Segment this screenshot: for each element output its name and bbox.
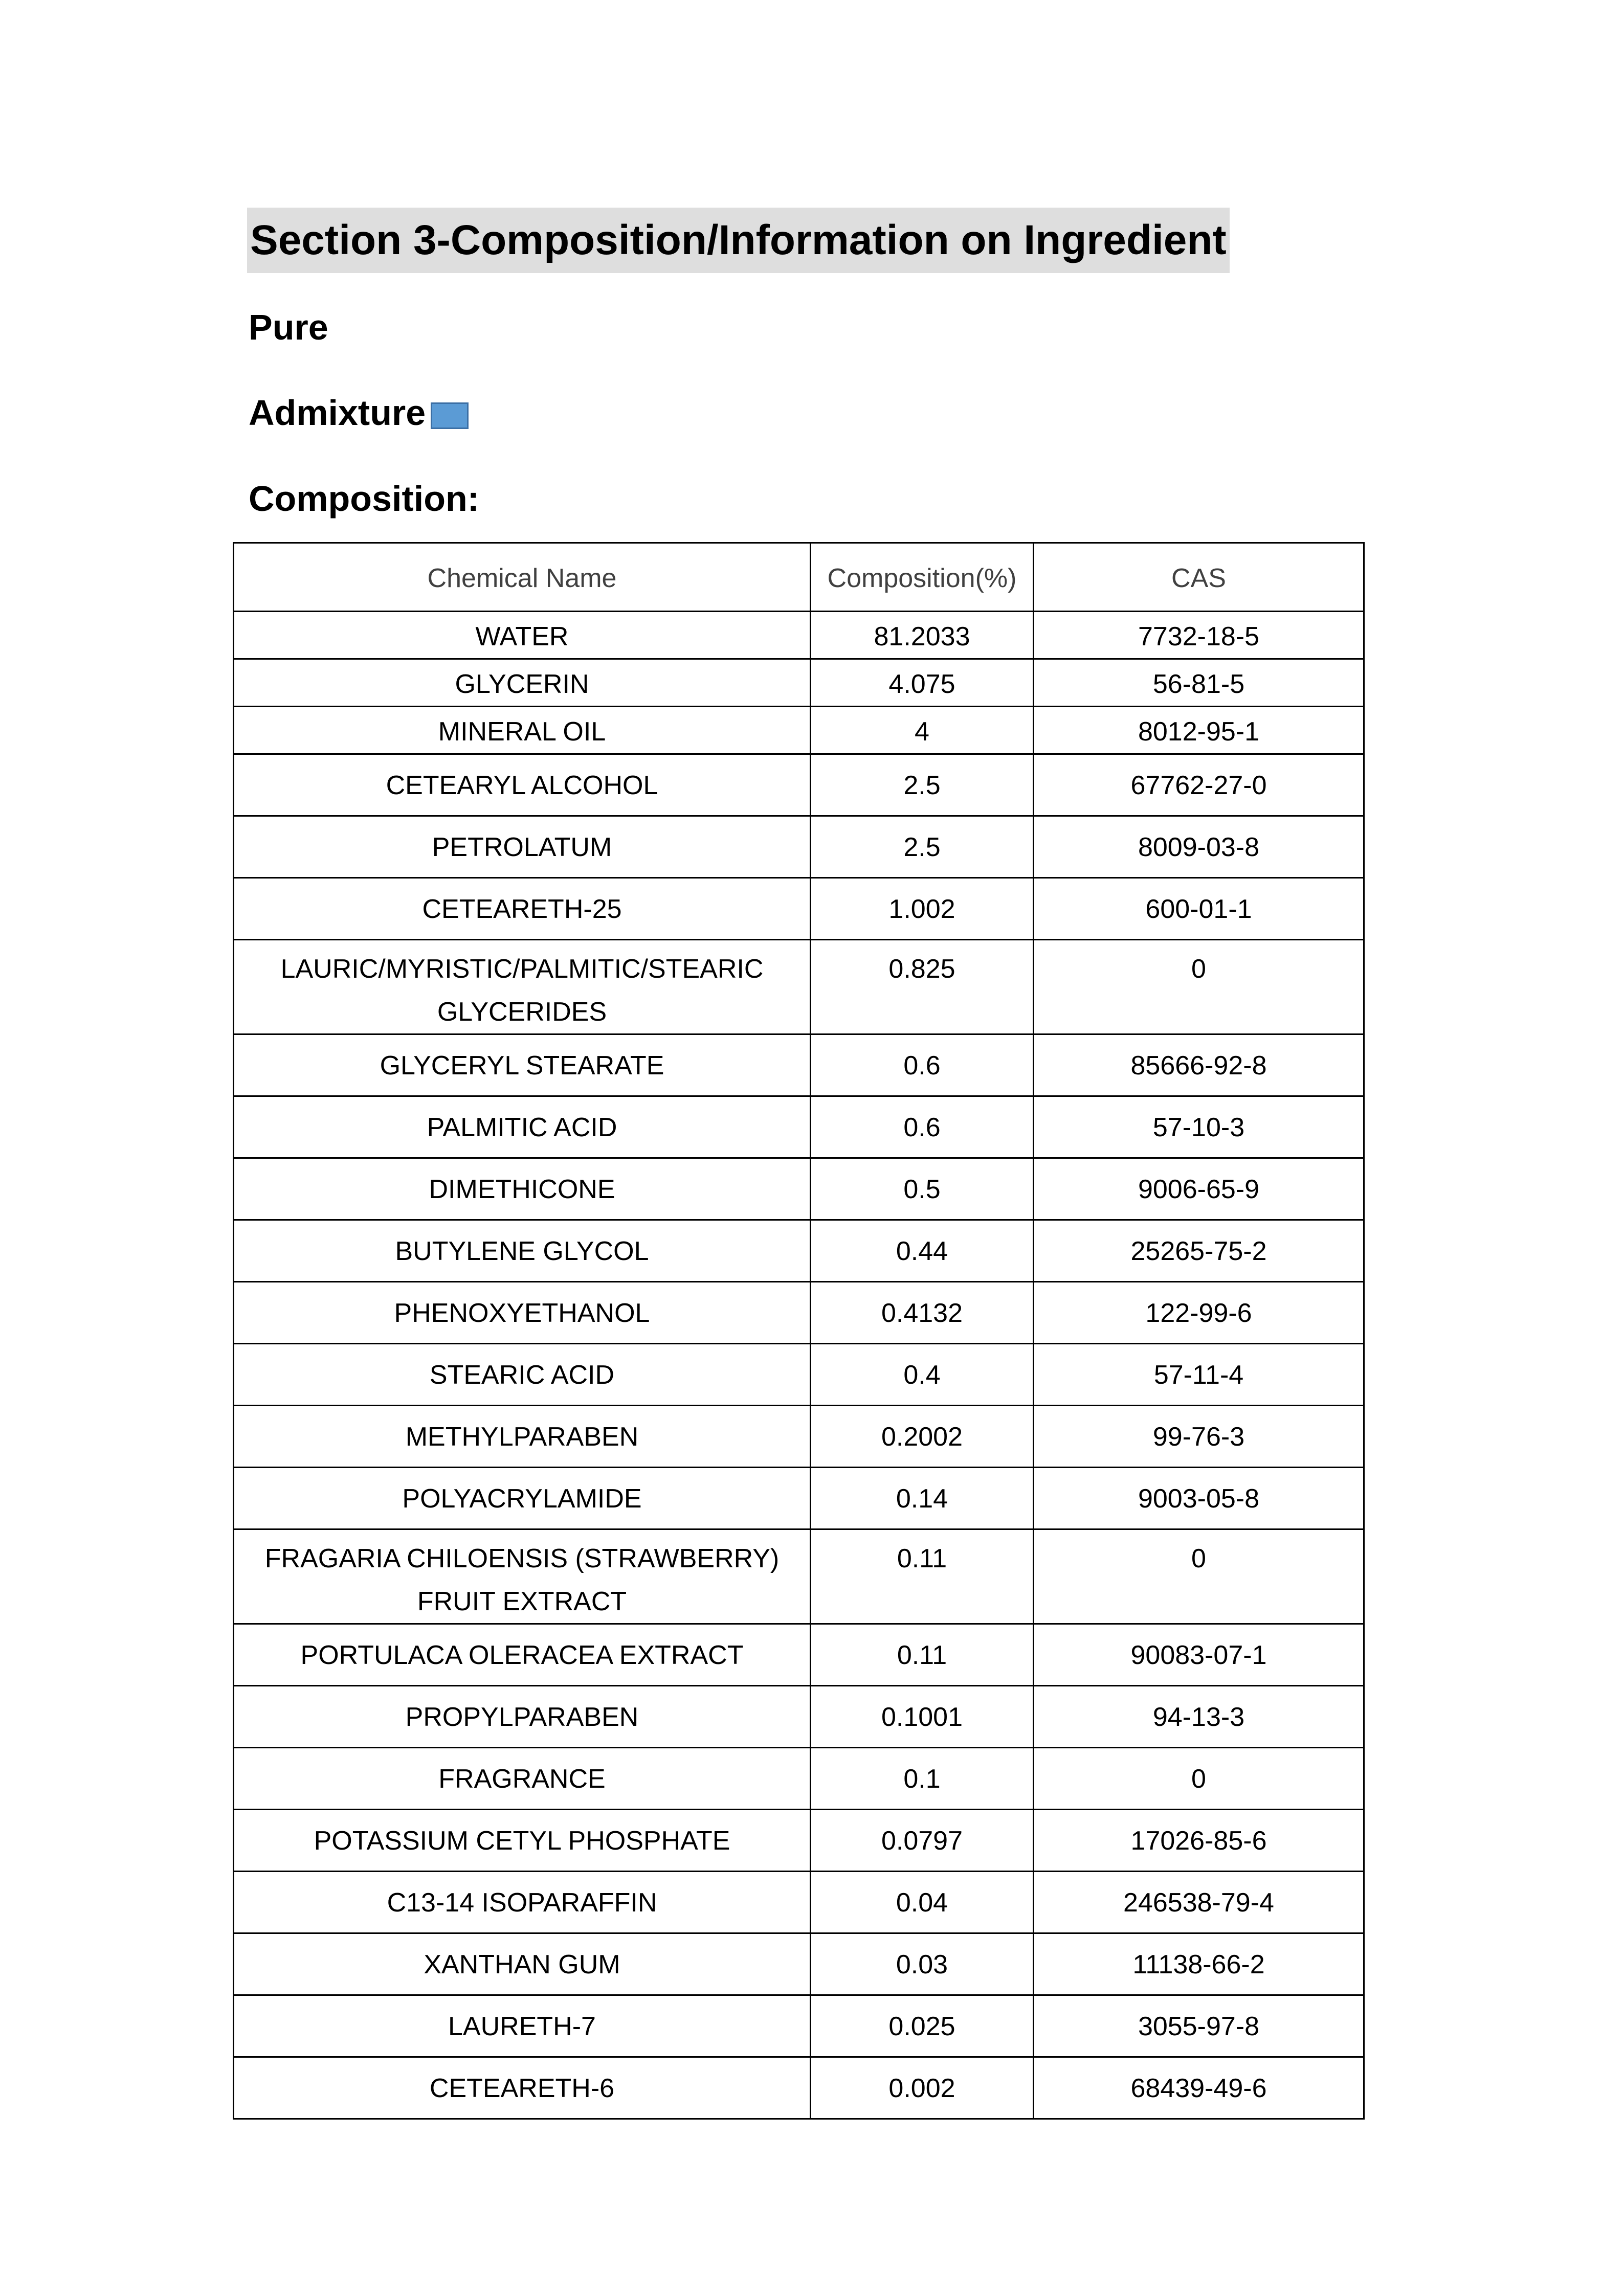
header-cas: CAS [1034, 543, 1364, 612]
table-row [234, 1529, 1364, 1624]
cas-cell: 8009-03-8 [1034, 816, 1364, 878]
table-row [234, 659, 1364, 707]
table-row [234, 878, 1364, 940]
composition-cell: 81.2033 [811, 612, 1034, 659]
table-row [234, 1096, 1364, 1158]
composition-cell: 0.025 [811, 1995, 1034, 2057]
chemical-name-cell: STEARIC ACID [234, 1344, 811, 1406]
cas-cell: 246538-79-4 [1034, 1872, 1364, 1933]
cas-cell: 7732-18-5 [1034, 612, 1364, 659]
cas-cell: 122-99-6 [1034, 1282, 1364, 1344]
chemical-name-cell: PETROLATUM [234, 816, 811, 878]
chemical-name-cell: C13-14 ISOPARAFFIN [234, 1872, 811, 1933]
cas-cell: 57-10-3 [1034, 1096, 1364, 1158]
composition-cell: 0.11 [811, 1624, 1034, 1686]
composition-cell: 0.5 [811, 1158, 1034, 1220]
chemical-name-cell: PROPYLPARABEN [234, 1686, 811, 1748]
composition-cell: 0.4132 [811, 1282, 1034, 1344]
chemical-name-cell: DIMETHICONE [234, 1158, 811, 1220]
composition-cell: 0.04 [811, 1872, 1034, 1933]
chemical-name-cell: XANTHAN GUM [234, 1933, 811, 1995]
chemical-name-cell: MINERAL OIL [234, 707, 811, 754]
admixture-row [249, 390, 469, 436]
composition-cell: 0.11 [811, 1529, 1034, 1624]
composition-cell: 0.002 [811, 2057, 1034, 2119]
chemical-name-cell: CETEARETH-6 [234, 2057, 811, 2119]
cas-cell: 9006-65-9 [1034, 1158, 1364, 1220]
chemical-name-cell: WATER [234, 612, 811, 659]
table-row [234, 1282, 1364, 1344]
chemical-name-cell: PALMITIC ACID [234, 1096, 811, 1158]
cas-cell: 99-76-3 [1034, 1406, 1364, 1468]
composition-cell: 2.5 [811, 754, 1034, 816]
composition-cell: 0.44 [811, 1220, 1034, 1282]
cas-cell: 85666-92-8 [1034, 1034, 1364, 1096]
chemical-name-cell: FRAGARIA CHILOENSIS (STRAWBERRY) FRUIT EXTRACT [234, 1529, 811, 1624]
composition-cell: 1.002 [811, 878, 1034, 940]
composition-table [233, 542, 1365, 2120]
cas-cell: 90083-07-1 [1034, 1624, 1364, 1686]
chemical-name-cell: PHENOXYETHANOL [234, 1282, 811, 1344]
table-row [234, 1995, 1364, 2057]
composition-cell: 0.6 [811, 1096, 1034, 1158]
table-row [234, 707, 1364, 754]
cas-cell: 25265-75-2 [1034, 1220, 1364, 1282]
admixture-label: Admixture [249, 393, 426, 433]
admixture-checkbox[interactable] [431, 402, 469, 429]
cas-cell: 3055-97-8 [1034, 1995, 1364, 2057]
composition-cell: 0.6 [811, 1034, 1034, 1096]
table-row [234, 1748, 1364, 1810]
table-row [234, 1220, 1364, 1282]
chemical-name-cell: LAURETH-7 [234, 1995, 811, 2057]
table-row [234, 1468, 1364, 1529]
header-chemical-name: Chemical Name [234, 543, 811, 612]
pure-label: Pure [249, 307, 328, 347]
section-title: Section 3-Composition/Information on Ingredient [247, 208, 1230, 273]
composition-cell: 0.0797 [811, 1810, 1034, 1872]
table-row [234, 754, 1364, 816]
header-composition: Composition(%) [811, 543, 1034, 612]
composition-cell: 4.075 [811, 659, 1034, 707]
cas-cell: 0 [1034, 1748, 1364, 1810]
composition-cell: 0.03 [811, 1933, 1034, 1995]
table-header-row [234, 543, 1364, 612]
cas-cell: 56-81-5 [1034, 659, 1364, 707]
table-row [234, 612, 1364, 659]
composition-cell: 0.4 [811, 1344, 1034, 1406]
cas-cell: 57-11-4 [1034, 1344, 1364, 1406]
cas-cell: 68439-49-6 [1034, 2057, 1364, 2119]
composition-cell: 4 [811, 707, 1034, 754]
table-row [234, 1872, 1364, 1933]
table-row [234, 1158, 1364, 1220]
composition-cell: 0.1001 [811, 1686, 1034, 1748]
chemical-name-cell: PORTULACA OLERACEA EXTRACT [234, 1624, 811, 1686]
table-row [234, 1933, 1364, 1995]
cas-cell: 9003-05-8 [1034, 1468, 1364, 1529]
chemical-name-cell: CETEARYL ALCOHOL [234, 754, 811, 816]
table-row [234, 940, 1364, 1034]
table-row [234, 1034, 1364, 1096]
composition-cell: 0.2002 [811, 1406, 1034, 1468]
table-row [234, 816, 1364, 878]
cas-cell: 67762-27-0 [1034, 754, 1364, 816]
cas-cell: 0 [1034, 940, 1364, 1034]
chemical-name-cell: BUTYLENE GLYCOL [234, 1220, 811, 1282]
composition-cell: 0.1 [811, 1748, 1034, 1810]
table-row [234, 1344, 1364, 1406]
table-row [234, 1624, 1364, 1686]
cas-cell: 17026-85-6 [1034, 1810, 1364, 1872]
cas-cell: 94-13-3 [1034, 1686, 1364, 1748]
chemical-name-cell: FRAGRANCE [234, 1748, 811, 1810]
chemical-name-cell: LAURIC/MYRISTIC/PALMITIC/STEARIC GLYCERIDES [234, 940, 811, 1034]
chemical-name-cell: CETEARETH-25 [234, 878, 811, 940]
composition-cell: 0.825 [811, 940, 1034, 1034]
chemical-name-cell: GLYCERIN [234, 659, 811, 707]
table-row [234, 1810, 1364, 1872]
composition-cell: 2.5 [811, 816, 1034, 878]
chemical-name-cell: GLYCERYL STEARATE [234, 1034, 811, 1096]
chemical-name-cell: METHYLPARABEN [234, 1406, 811, 1468]
cas-cell: 11138-66-2 [1034, 1933, 1364, 1995]
cas-cell: 8012-95-1 [1034, 707, 1364, 754]
table-row [234, 2057, 1364, 2119]
chemical-name-cell: POTASSIUM CETYL PHOSPHATE [234, 1810, 811, 1872]
table-row [234, 1686, 1364, 1748]
table-row [234, 1406, 1364, 1468]
cas-cell: 600-01-1 [1034, 878, 1364, 940]
chemical-name-cell: POLYACRYLAMIDE [234, 1468, 811, 1529]
cas-cell: 0 [1034, 1529, 1364, 1624]
composition-label: Composition: [249, 479, 480, 519]
composition-cell: 0.14 [811, 1468, 1034, 1529]
